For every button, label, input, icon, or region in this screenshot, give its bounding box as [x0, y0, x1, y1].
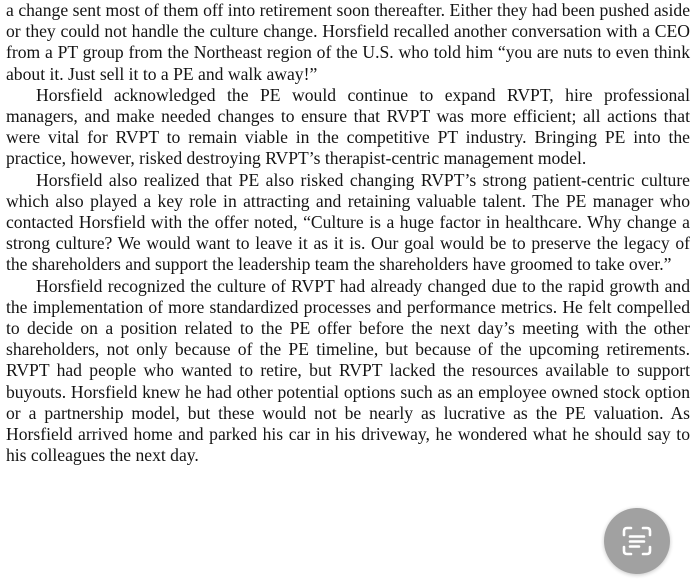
paragraph-4: Horsfield recognized the culture of RVPT had already changed due to the rapid growth and the implementation of more standardized processes and performance metrics. He felt compelled to decide on a position related to the PE offer before the next day’s meeting with the other shareholders, not only because of the PE timeline, but because of the upcoming retirements. RVPT had people who wanted to retire, but RVPT lacked the resources available to support buyouts. Horsfield knew he had other potential options such as an employee owned stock option or a partnership model, but these would not be nearly as lucrative as the PE valuation. As Horsfield arrived home and parked his car in his driveway, he wondered what he should say to his colleagues the next day.	[6, 275, 690, 466]
text-recognition-button[interactable]	[604, 508, 670, 574]
paragraph-3: Horsfield also realized that PE also risked changing RVPT’s strong patient-centric culture which also played a key role in attracting and retaining valuable talent. The PE manager who contacted Horsfield with the offer noted, “Culture is a huge factor in healthcare. Why change a strong culture? We would want to leave it as it is. Our goal would be to preserve the legacy of the shareholders and support the leadership team the shareholders have groomed to take over.”	[6, 169, 690, 275]
paragraph-1: a change sent most of them off into retirement soon thereafter. Either they had been pushed aside or they could not handle the culture change. Horsfield recalled another conversation with a CEO from a PT group from the Northeast region of the U.S. who told him “you are nuts to even think about it. Just sell it to a PE and walk away!”	[6, 0, 690, 84]
text-body	[6, 0, 690, 466]
paragraph-2: Horsfield acknowledged the PE would continue to expand RVPT, hire professional managers, and make needed changes to ensure that RVPT was more efficient; all actions that were vital for RVPT to remain viable in the competitive PT industry. Bringing PE into the practice, however, risked destroying RVPT’s therapist-centric management model.	[6, 84, 690, 169]
text-recognition-icon	[620, 524, 654, 558]
